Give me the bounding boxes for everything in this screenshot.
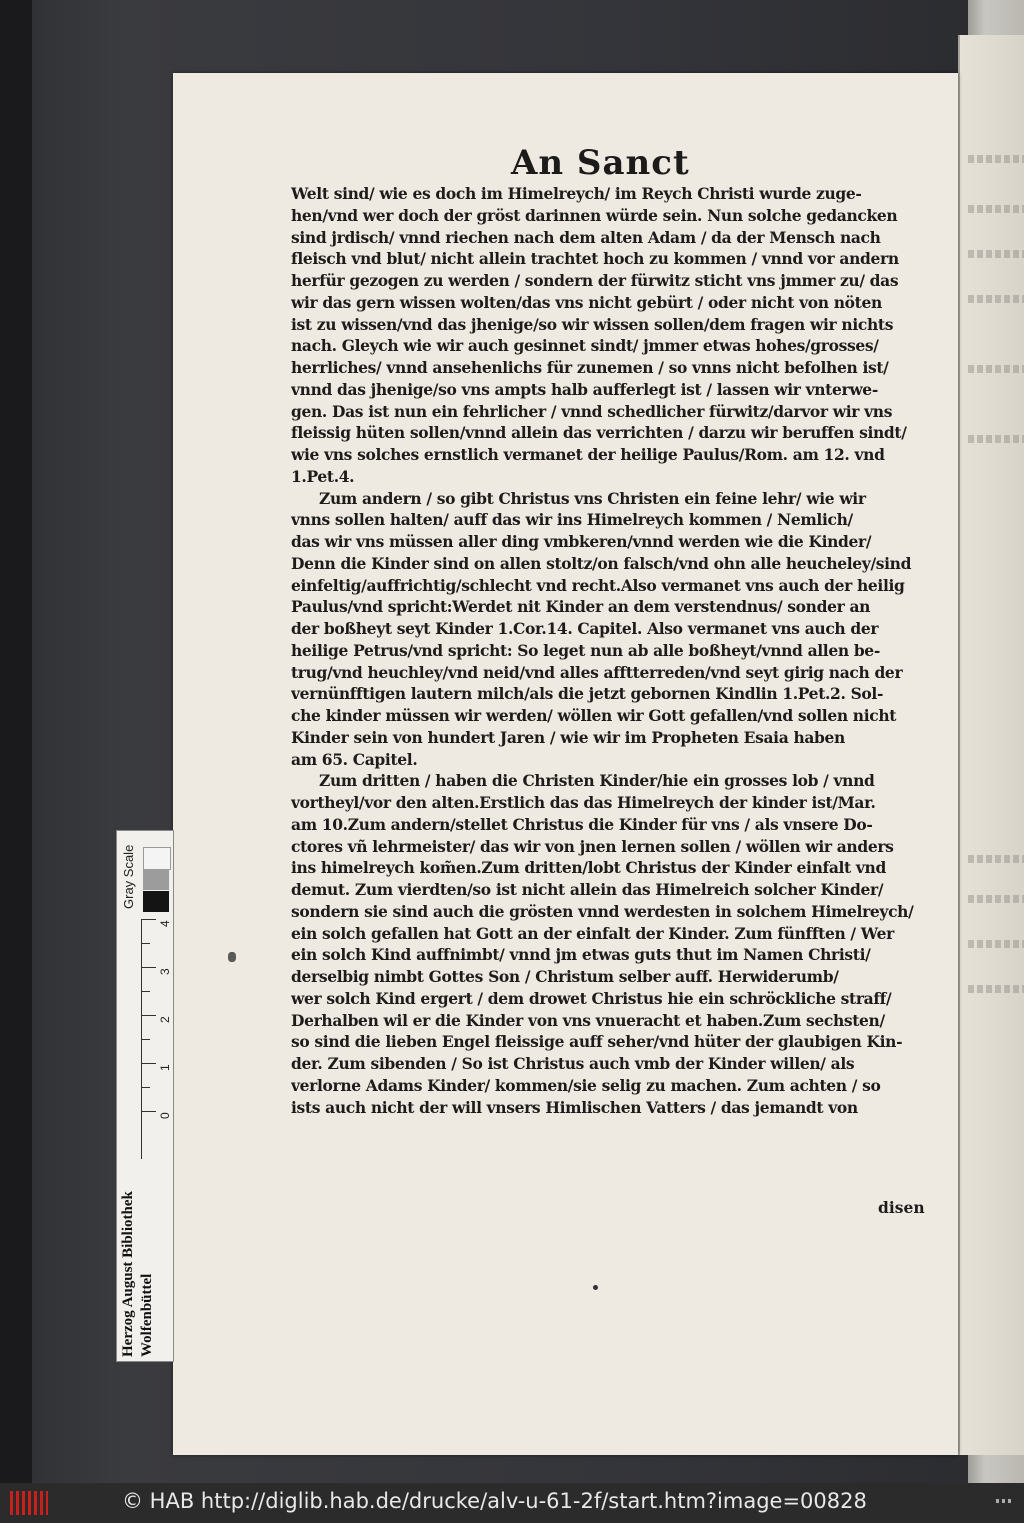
text-line: ins himelreych kom̃en.Zum dritten/lobt Christus der Kinder einfalt vnd: [291, 858, 886, 878]
ruler-tick: [142, 1015, 156, 1016]
ghost-text: [968, 155, 1024, 163]
text-line: das wir vns müssen aller ding vmbkeren/vnnd werden wie die Kinder/: [291, 532, 872, 551]
text-line: Zum dritten / haben die Christen Kinder/hie ein grosses lob / vnnd: [319, 771, 875, 791]
ruler-number: 0: [158, 1112, 172, 1119]
ghost-text: [968, 365, 1024, 373]
ruler-number: 4: [158, 920, 172, 927]
text-line: Denn die Kinder sind on allen stoltz/on falsch/vnd ohn alle heucheley/sind: [291, 553, 912, 573]
ruler-tick: [142, 991, 150, 992]
text-line: heilige Petrus/vnd spricht: So leget nun ab alle boßheyt/vnnd allen be-: [291, 640, 880, 660]
ruler-tick: [142, 943, 150, 944]
text-line: Kinder sein von hundert Jaren / wie wir im Propheten Esaia haben: [291, 727, 845, 747]
menu-dots-icon[interactable]: [996, 1499, 1012, 1503]
text-line: vnnd das jhenige/so vns ampts halb aufferlegt ist / lassen wir vnterwe-: [291, 379, 878, 399]
ruler-tick: [142, 919, 156, 920]
text-line: ein solch gefallen hat Gott an der einfalt der Kinder. Zum fünfften / Wer: [291, 923, 894, 943]
printer-mark: [593, 1285, 598, 1290]
text-line: demut. Zum vierdten/so ist nicht allein das Himelreich solcher Kinder/: [291, 880, 884, 899]
text-line: der boßheyt seyt Kinder 1.Cor.14. Capitel. Also vermanet vns auch der: [291, 619, 879, 638]
text-line: herrliches/ vnnd ansehenlichs für zunemen / so vnns nicht befolhen ist/: [291, 358, 889, 377]
text-line: einfeltig/auffrichtig/schlecht vnd recht.Also vermanet vns auch der heilig: [291, 575, 905, 595]
gray-swatch: [143, 891, 169, 912]
text-line: ists auch nicht der will vnsers Himlischen Vatters / das jemandt von: [291, 1097, 858, 1117]
text-line: wer solch Kind ergert / dem drowet Christus hie ein schröckliche straff/: [291, 988, 892, 1008]
text-line: hen/vnd wer doch der gröst darinnen würde sein. Nun solche gedancken: [291, 205, 898, 225]
text-line: fleisch vnd blut/ nicht allein trachtet hoch zu kommen / vnnd vor andern: [291, 249, 899, 269]
gray-swatch: [143, 869, 169, 890]
footer-bar: [0, 1483, 1024, 1523]
text-line: wie vns solches ernstlich vermanet der heilige Paulus/Rom. am 12. vnd: [291, 445, 885, 464]
ruler-tick: [142, 967, 156, 968]
text-line: sind jrdisch/ vnnd riechen nach dem alten Adam / da der Mensch nach: [291, 227, 881, 247]
text-line: trug/vnd heuchley/vnd neid/vnd alles afftterreden/vnd seyt girig nach der: [291, 662, 903, 682]
gray-scale-label: Gray Scale: [121, 844, 136, 909]
text-line: so sind die lieben Engel fleissige auff seher/vnd hüter der glaubigen Kin-: [291, 1032, 903, 1052]
ghost-text: [968, 940, 1024, 948]
text-line: gen. Das ist nun ein fehrlicher / vnnd schedlicher fürwitz/darvor wir vns: [291, 401, 893, 421]
ghost-text: [968, 205, 1024, 213]
ghost-text: [968, 985, 1024, 993]
ghost-text: [968, 855, 1024, 863]
catchword: disen: [878, 1198, 925, 1217]
text-line: nach. Gleych wie wir auch gesinnet sindt/ jmmer etwas hohes/grosses/: [291, 336, 879, 356]
hab-logo-icon: [10, 1491, 48, 1515]
ghost-text: [968, 895, 1024, 903]
ruler-number: 3: [158, 968, 172, 975]
text-line: vernünfftigen lautern milch/als die jetzt gebornen Kindlin 1.Pet.2. Sol-: [291, 684, 884, 704]
text-line: ein solch Kind auffnimbt/ vnnd jm etwas guts thut im Namen Christi/: [291, 945, 871, 965]
text-line: verlorne Adams Kinder/ kommen/sie selig zu machen. Zum achten / so: [291, 1075, 881, 1095]
page-heading: An Sanct: [511, 143, 690, 183]
ruler-number: 2: [158, 1016, 172, 1023]
text-line: Zum andern / so gibt Christus vns Christen ein feine lehr/ wie wir: [319, 488, 866, 508]
ruler-tick: [142, 1039, 150, 1040]
text-line: ctores vñ lehrmeister/ das wir von jnen lernen sollen / wöllen wir anders: [291, 836, 894, 856]
ruler-tick: [142, 1063, 156, 1064]
ghost-text: [968, 295, 1024, 303]
library-name: [119, 1067, 169, 1357]
gray-swatch: [143, 847, 171, 870]
text-line: vnns sollen halten/ auff das wir ins Himelreych kommen / Nemlich/: [291, 510, 853, 530]
dust-speck: [228, 952, 236, 962]
text-line: sondern sie sind auch die grösten vnnd werdesten in solchem Himelreych/: [291, 901, 914, 921]
text-line: am 10.Zum andern/stellet Christus die Kinder für vns / als vnsere Do-: [291, 814, 873, 834]
text-line: herfür gezogen zu werden / sondern der fürwitz sticht vns jmmer zu/ das: [291, 271, 899, 290]
color-scale-bar: [116, 830, 174, 1362]
text-line: Paulus/vnd spricht:Werdet nit Kinder an dem verstendnus/ sonder an: [291, 597, 871, 617]
library-line-1: Herzog August Bibliothek: [120, 1191, 136, 1357]
text-line: wir das gern wissen wolten/das vns nicht gebürt / oder nicht von nöten: [291, 292, 882, 312]
ruler-number: 1: [158, 1064, 172, 1071]
text-line: Derhalben wil er die Kinder von vns vnueracht et haben.Zum sechsten/: [291, 1010, 885, 1030]
text-line: derselbig nimbt Gottes Son / Christum selber auff. Herwiderumb/: [291, 967, 839, 986]
text-line: che kinder müssen wir werden/ wöllen wir Gott gefallen/vnd sollen nicht: [291, 706, 897, 725]
text-line: vortheyl/vor den alten.Erstlich das das Himelreych der kinder ist/Mar.: [291, 793, 876, 812]
scan-black-edge: [0, 0, 32, 1483]
book-page: [173, 73, 958, 1455]
text-line: am 65. Capitel.: [291, 749, 418, 769]
body-text: [291, 183, 951, 1118]
text-line: der. Zum sibenden / So ist Christus auch vmb der Kinder willen/ als: [291, 1054, 855, 1073]
adjacent-page-edge: [958, 35, 1024, 1455]
ghost-text: [968, 250, 1024, 258]
text-line: Welt sind/ wie es doch im Himelreych/ im Reych Christi wurde zuge-: [291, 184, 862, 203]
footer-copyright-link[interactable]: © HAB http://diglib.hab.de/drucke/alv-u-61-2f/start.htm?image=00828: [122, 1489, 867, 1513]
text-line: 1.Pet.4.: [291, 466, 355, 486]
library-line-2: Wolfenbüttel: [139, 1273, 155, 1357]
text-line: ist zu wissen/vnd das jhenige/so wir wissen sollen/dem fragen wir nichts: [291, 314, 894, 334]
ghost-text: [968, 435, 1024, 443]
text-line: fleissig hüten sollen/vnnd allein das verrichten / darzu wir beruffen sindt/: [291, 423, 907, 443]
